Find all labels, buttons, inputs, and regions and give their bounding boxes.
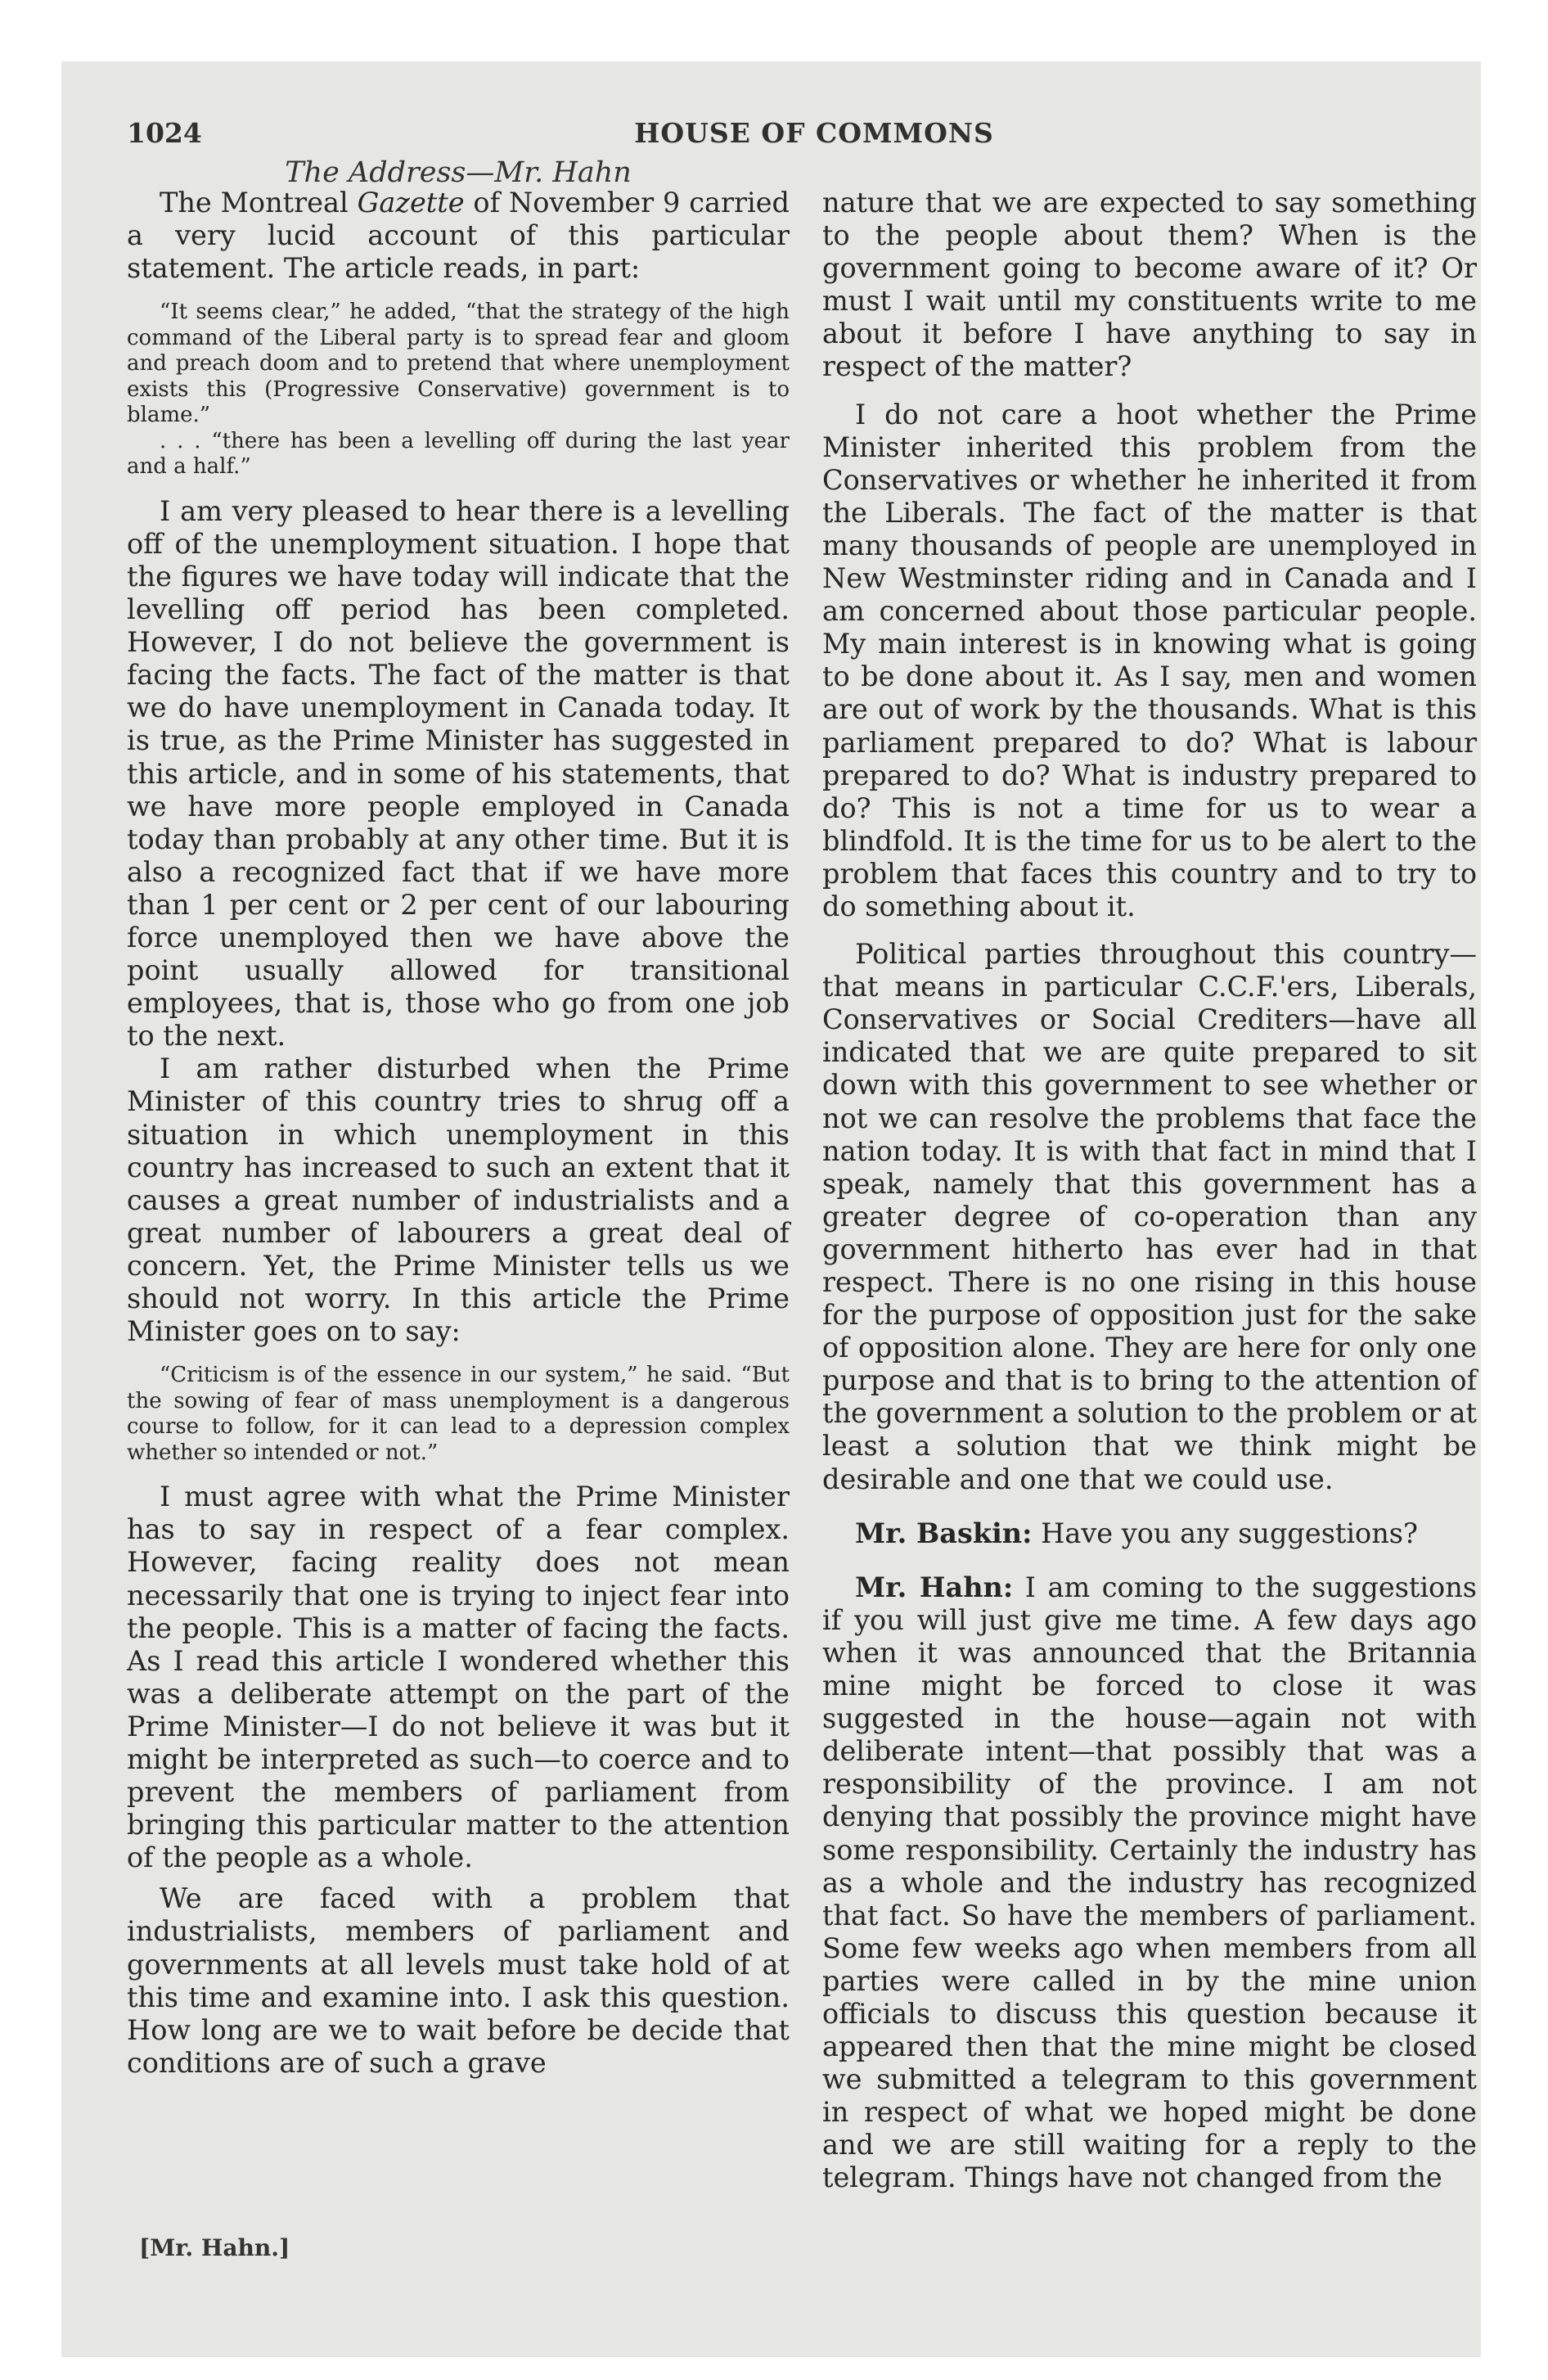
paragraph: I do not care a hoot whether the Prime Minister inherited this problem from the Conservatives or whether he inherited it from the Liberals. The fact of the matter is that many thousands of people are unemployed in New Westminster riding and in Canada and I am concerned about those particular people. My main interest is in knowing what is going to be done about it. As I say, men and women are out of work by the thousands. What is this parliament prepared to do? What is labour prepared to do? What is industry prepared to do? This is not a time for us to wear a blindfold. It is the time for us to be alert to the problem that faces this country and to try to do something about it. xyxy=(822,398,1477,922)
paragraph-text: The Montreal xyxy=(160,187,358,219)
paragraph: We are faced with a problem that industrialists, members of parliament and governments at all levels must take hold of at this time and examine into. I ask this question. How long are we to wait before be decide that conditions are of such a grave xyxy=(127,1882,790,2079)
page-title: HOUSE OF COMMONS xyxy=(634,117,994,149)
section-subtitle: The Address—Mr. Hahn xyxy=(285,156,632,189)
block-quote xyxy=(127,1363,790,1466)
paragraph: nature that we are expected to say something to the people about them? When is the government going to become aware of it? Or must I wait until my constituents write to me about it before I have anything to say in respect of the matter? xyxy=(822,187,1477,383)
right-column xyxy=(822,187,1477,2195)
speaker-footer: [Mr. Hahn.] xyxy=(139,2234,290,2261)
newspaper-name: Gazette xyxy=(357,187,465,219)
speaker-name: Mr. Hahn: xyxy=(855,1571,1014,1603)
speaker-name: Mr. Baskin: xyxy=(855,1517,1033,1549)
paragraph: I must agree with what the Prime Minister has to say in respect of a fear complex. However, facing reality does not mean necessarily that one is trying to inject fear into the people. This is a matter of facing the facts. As I read this article I wondered whether this was a deliberate attempt on the part of the Prime Minister—I do not believe it was but it might be interpreted as such—to coerce and to prevent the members of parliament from bringing this particular matter to the attention of the people as a whole. xyxy=(127,1481,790,1874)
quote-paragraph: . . . “there has been a levelling off during the last year and a half.” xyxy=(127,428,790,480)
page-number: 1024 xyxy=(127,117,202,149)
paragraph xyxy=(822,1517,1477,1550)
paragraph xyxy=(127,187,790,285)
paragraph: I am rather disturbed when the Prime Minister of this country tries to shrug off a situation in which unemployment in this country has increased to such an extent that it causes a great number of industrialists and a great number of labourers a great deal of concern. Yet, the Prime Minister tells us we should not worry. In this article the Prime Minister goes on to say: xyxy=(127,1053,790,1348)
page-header xyxy=(127,110,1452,151)
block-quote xyxy=(127,300,790,480)
paragraph-text: Have you any suggestions? xyxy=(1032,1517,1418,1549)
paragraph: I am very pleased to hear there is a levelling off of the unemployment situation. I hope that the figures we have today will indicate that the levelling off period has been completed. However, I do not believe the government is facing the facts. The fact of the matter is that we do have unemployment in Canada today. It is true, as the Prime Minister has suggested in this article, and in some of his statements, that we have more people employed in Canada today than probably at any other time. But it is also a recognized fact that if we have more than 1 per cent or 2 per cent of our labouring force unemployed then we have above the point usually allowed for transitional employees, that is, those who go from one job to the next. xyxy=(127,494,790,1053)
quote-paragraph: “It seems clear,” he added, “that the strategy of the high command of the Liberal party is to spread fear and gloom and preach doom and to pretend that where unemployment exists this (Progressive Conservative) government is to blame.” xyxy=(127,300,790,428)
paragraph-text: of November 9 carried a very lucid account of this particular statement. The article reads, in part: xyxy=(127,187,790,285)
left-column xyxy=(127,187,790,2080)
paragraph xyxy=(822,1571,1477,2195)
paragraph: Political parties throughout this country—that means in particular C.C.F.'ers, Liberals, Conservatives or Social Crediters—have all indicated that we are quite prepared to sit down with this government to see whether or not we can resolve the problems that face the nation today. It is with that fact in mind that I speak, namely that this government has a greater degree of co-operation than any government hitherto has ever had in that respect. There is no one rising in this house for the purpose of opposition just for the sake of opposition alone. They are here for only one purpose and that is to bring to the attention of the government a solution to the problem or at least a solution that we think might be desirable and one that we could use. xyxy=(822,938,1477,1495)
quote-paragraph: “Criticism is of the essence in our system,” he said. “But the sowing of fear of mass unemployment is a dangerous course to follow, for it can lead to a depression complex whether so intended or not.” xyxy=(127,1363,790,1465)
paragraph-text: I am coming to the suggestions if you will just give me time. A few days ago when it was announced that the Britannia mine might be forced to close it was suggested in the house—again not with deliberate intent—that possibly that was a responsibility of the province. I am not denying that possibly the province might have some responsibility. Certainly the industry has as a whole and the industry has recognized that fact. So have the members of parliament. Some few weeks ago when members from all parties were called in by the mine union officials to discuss this question because it appeared then that the mine might be closed we submitted a telegram to this government in respect of what we hoped might be done and we are still waiting for a reply to the telegram. Things have not changed from the xyxy=(822,1571,1477,2194)
